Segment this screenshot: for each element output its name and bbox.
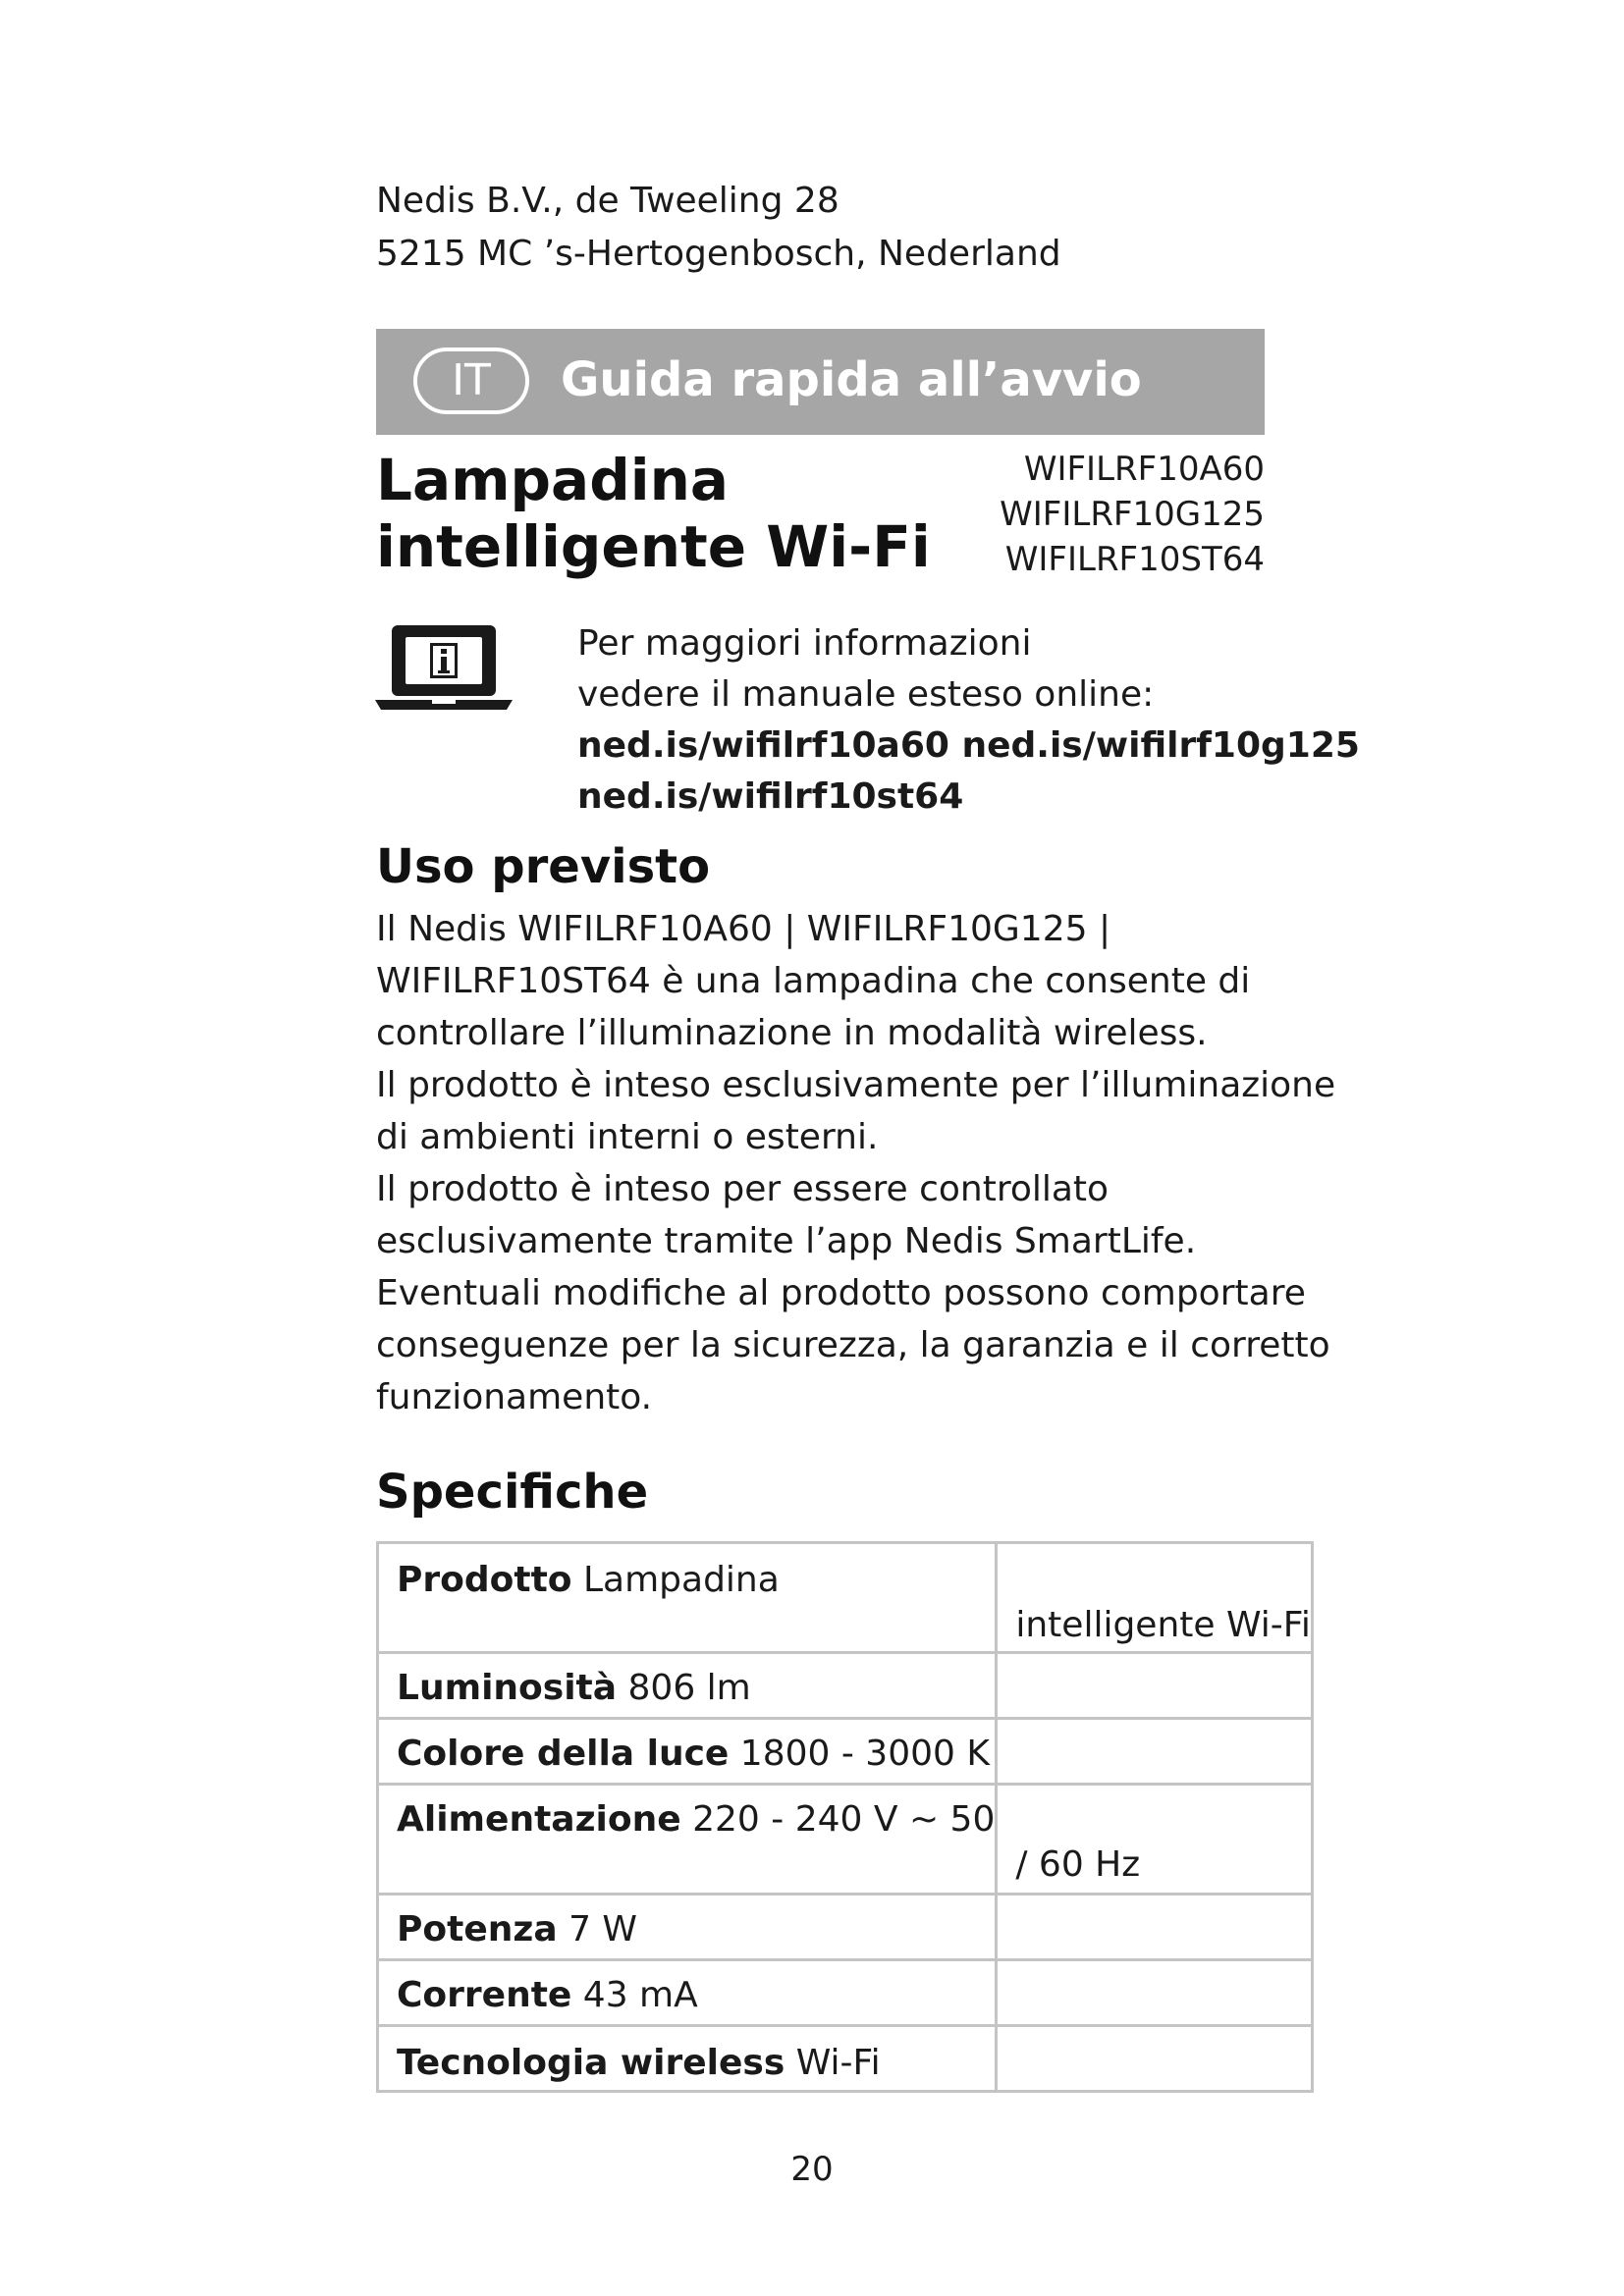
laptop-info-icon <box>375 621 513 716</box>
spec-value: 806 lm <box>627 1668 751 1708</box>
specs-heading: Specifiche <box>376 1465 649 1520</box>
spec-value: 1800 - 3000 K <box>739 1734 990 1774</box>
spec-label-cell <box>378 1543 997 1653</box>
spec-value-cell <box>997 1895 1313 1960</box>
spec-value: 43 mA <box>582 1975 698 2015</box>
model-list <box>1000 447 1265 582</box>
paragraph-line: esclusivamente tramite l’app Nedis SmartLife. <box>376 1221 1197 1261</box>
address-line-1: Nedis B.V., de Tweeling 28 <box>376 181 839 221</box>
spec-value-cell <box>997 1960 1313 2026</box>
intended-use-text <box>376 903 1336 1423</box>
table-row <box>378 1543 1313 1653</box>
info-line-1: Per maggiori informazioni <box>577 623 1032 664</box>
paragraph-line: Il Nedis WIFILRF10A60 | WIFILRF10G125 | <box>376 909 1111 949</box>
spec-label-cell <box>378 1895 997 1960</box>
model-number: WIFILRF10ST64 <box>1004 540 1265 579</box>
spec-value-cell <box>997 1543 1313 1653</box>
manual-links[interactable]: ned.is/wifilrf10a60 ned.is/wifilrf10g125 <box>577 725 1360 766</box>
spec-value-cell <box>997 2026 1313 2092</box>
product-title-line-1: Lampadina <box>376 447 730 513</box>
spec-value-cell <box>997 1719 1313 1785</box>
spec-label: Tecnologia wireless <box>397 2043 785 2083</box>
paragraph-line: controllare l’illuminazione in modalità wireless. <box>376 1013 1208 1053</box>
spec-label-cell <box>378 2026 997 2092</box>
spec-value-cell <box>997 1785 1313 1895</box>
spec-value-continued: / 60 Hz <box>1015 1844 1141 1885</box>
address-line-2: 5215 MC ’s-Hertogenbosch, Nederland <box>376 234 1061 274</box>
manual-link[interactable]: ned.is/wifilrf10st64 <box>577 776 964 817</box>
table-row <box>378 1653 1313 1719</box>
paragraph-line: conseguenze per la sicurezza, la garanzia e il corretto <box>376 1325 1330 1365</box>
spec-label-cell <box>378 1785 997 1895</box>
paragraph-line: Il prodotto è inteso esclusivamente per l’illuminazione <box>376 1065 1336 1105</box>
spec-label: Colore della luce <box>397 1734 730 1774</box>
spec-label-cell <box>378 1653 997 1719</box>
model-number: WIFILRF10A60 <box>1023 450 1265 489</box>
spec-value: Lampadina <box>582 1560 780 1600</box>
table-row <box>378 2026 1313 2092</box>
model-number: WIFILRF10G125 <box>1000 495 1265 534</box>
table-row <box>378 1785 1313 1895</box>
paragraph-line: Eventuali modifiche al prodotto possono comportare <box>376 1273 1306 1313</box>
intended-use-heading: Uso previsto <box>376 839 711 894</box>
product-title-line-2: intelligente Wi-Fi <box>376 513 931 580</box>
table-row <box>378 1719 1313 1785</box>
table-row <box>378 1960 1313 2026</box>
spec-value: 220 - 240 V ~ 50 <box>692 1799 996 1840</box>
spec-label: Luminosità <box>397 1668 618 1708</box>
spec-label: Corrente <box>397 1975 572 2015</box>
language-badge: IT <box>413 347 529 414</box>
paragraph-line: di ambienti interni o esterni. <box>376 1117 879 1157</box>
product-title <box>376 447 931 580</box>
spec-value-continued: intelligente Wi-Fi <box>1015 1605 1311 1645</box>
table-row <box>378 1895 1313 1960</box>
specs-table <box>376 1541 1314 2093</box>
spec-value: Wi-Fi <box>795 2043 881 2083</box>
manufacturer-address <box>376 175 1061 281</box>
paragraph-line: Il prodotto è inteso per essere controllato <box>376 1169 1110 1209</box>
spec-label: Alimentazione <box>397 1799 681 1840</box>
spec-value: 7 W <box>568 1909 638 1949</box>
spec-label: Prodotto <box>397 1560 572 1600</box>
online-manual-info <box>577 618 1360 823</box>
banner-title: Guida rapida all’avvio <box>561 352 1142 407</box>
spec-label-cell <box>378 1960 997 2026</box>
page-number: 20 <box>790 2150 834 2189</box>
spec-label: Potenza <box>397 1909 558 1949</box>
info-line-2: vedere il manuale esteso online: <box>577 674 1155 715</box>
spec-label-cell <box>378 1719 997 1785</box>
paragraph-line: funzionamento. <box>376 1377 653 1417</box>
section-banner <box>376 329 1265 435</box>
spec-value-cell <box>997 1653 1313 1719</box>
paragraph-line: WIFILRF10ST64 è una lampadina che consente di <box>376 961 1251 1001</box>
